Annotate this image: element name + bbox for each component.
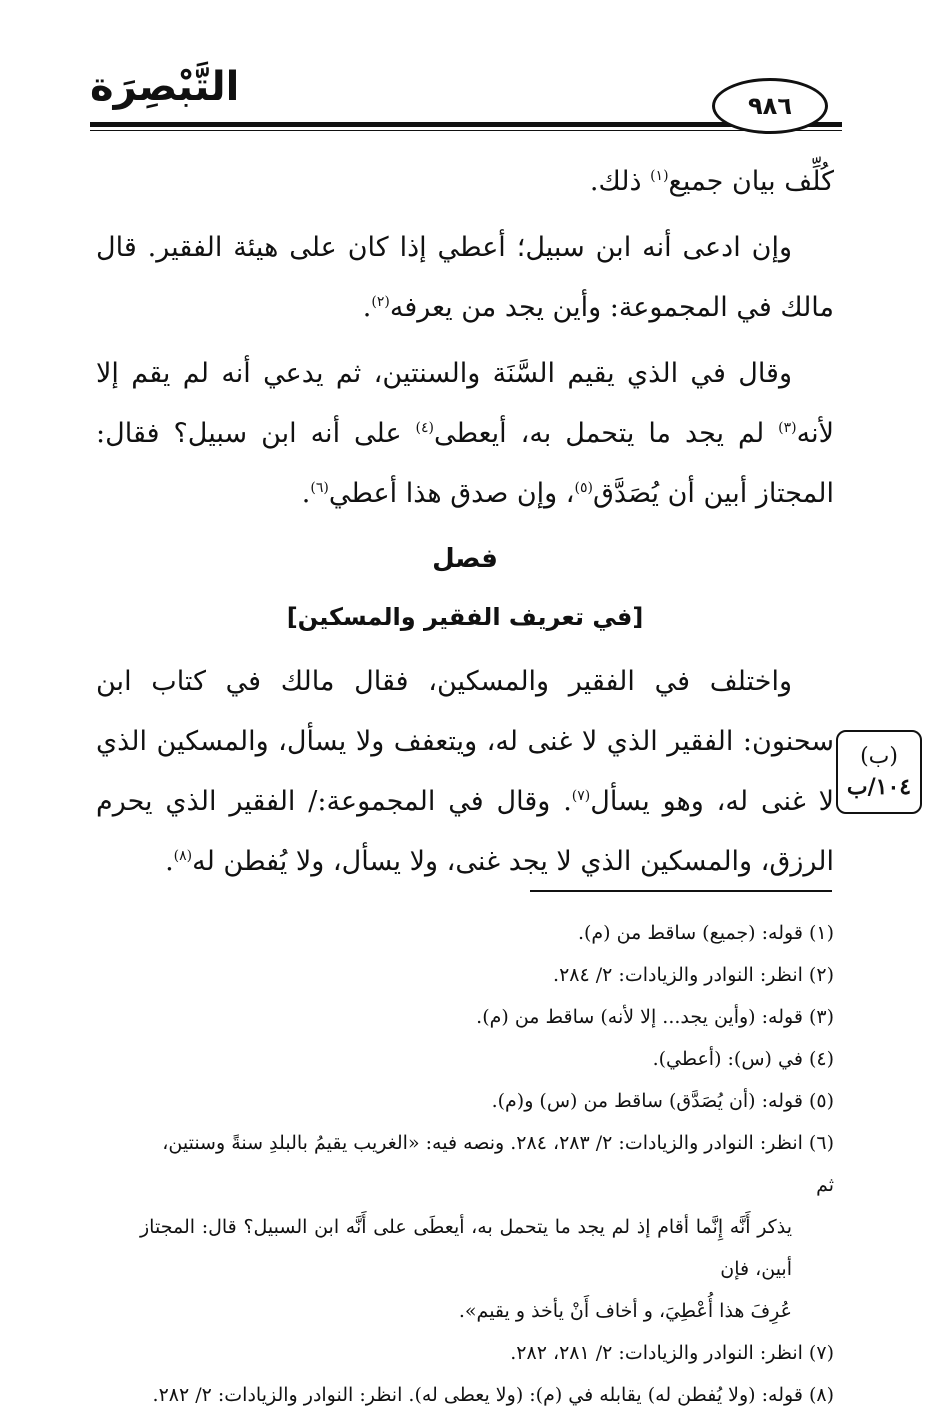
text: واختلف في الفقير والمسكين، فقال مالك في كتاب ابن سحنون: الفقير الذي لا غنى له، ويتعفف ولا يسأل، والمسكين الذي لا غنى له، وهو يسأل — [96, 666, 835, 817]
footnote: (١) قوله: (جميع) ساقط من (م). — [577, 922, 834, 944]
folio-number: ١٠٤/ب — [846, 774, 912, 800]
running-title: التَّبْصِرَة — [90, 64, 240, 110]
footnote: (٦) انظر: النوادر والزيادات: ٢/ ٢٨٣، ٢٨٤. ونصه فيه: «الغريب يقيمُ بالبلدِ سنةً وسنتين، ثم — [162, 1132, 834, 1196]
footnote-ref: (١) — [650, 168, 669, 184]
paragraph-3 — [96, 344, 834, 524]
manuscript-folio-marker — [836, 730, 922, 814]
footnote-ref: (٦) — [310, 480, 329, 496]
text: ، وإن صدق هذا أعطي — [328, 478, 575, 509]
section-heading: فصل — [432, 544, 498, 574]
text: وإن ادعى أنه ابن سبيل؛ أعطي إذا كان على هيئة الفقير. قال مالك في المجموعة: وأين يجد من يعرفه — [96, 232, 834, 323]
footnote: (٨) قوله: (ولا يُفطن له) يقابله في (م): (ولا يعطى له). انظر: النوادر والزيادات: ٢/ ٢٨٢. — [152, 1384, 834, 1406]
footnote-ref: (٨) — [173, 848, 193, 864]
text: . — [301, 478, 311, 509]
text: ذلك. — [589, 166, 651, 197]
text: . — [362, 292, 372, 323]
footnote-ref: (٤) — [415, 420, 434, 436]
paragraph-4 — [96, 652, 834, 892]
footnote: (٢) انظر: النوادر والزيادات: ٢/ ٢٨٤. — [553, 964, 834, 986]
footnote-ref: (٥) — [574, 480, 593, 496]
page-header — [80, 58, 842, 138]
footnote-continuation: يذكر أَنَّه إِنَّما أقام إذ لم يجد ما يتحمل به، أيعطَى على أَنَّه ابن السبيل؟ قال: المجتاز أبين، فإن — [140, 1216, 792, 1280]
text: على أنه ابن سبيل؟ فقال: المجتاز أبين أن يُصَدَّق — [96, 418, 834, 509]
text: وقال في الذي يقيم السَّنَة والسنتين، ثم يدعي أنه لم يقم إلا لأنه — [96, 358, 834, 449]
text: . وقال في المجموعة:/ الفقير الذي يحرم الرزق، والمسكين الذي لا يجد غنى، ولا يسأل، ولا يُفطن له — [96, 786, 834, 877]
footnote: (٤) في (س): (أعطي). — [652, 1048, 834, 1070]
folio-label: (ب) — [860, 744, 898, 769]
section-subheading: [في تعريف الفقير والمسكين] — [286, 603, 644, 631]
main-text — [96, 152, 834, 898]
paragraph-2 — [96, 218, 834, 338]
footnote-ref: (٧) — [571, 788, 591, 804]
paragraph-1 — [96, 152, 834, 212]
footnote-separator — [530, 890, 832, 892]
footnote-continuation: عُرِفَ هذا أُعْطِيَ، و أخاف أَنْ يأخذ و يقيم». — [458, 1300, 792, 1322]
text: لم يجد ما يتحمل به، أيعطى — [433, 418, 779, 449]
footnotes — [140, 912, 834, 1416]
header-rule-thin — [90, 130, 842, 131]
footnote: (٣) قوله: (وأين يجد... إلا لأنه) ساقط من (م). — [476, 1006, 834, 1028]
text: . — [165, 846, 174, 877]
page-number: ٩٨٦ — [712, 78, 828, 134]
text: كُلِّف بيان جميع — [668, 166, 834, 197]
footnote-ref: (٣) — [778, 420, 797, 436]
footnote: (٥) قوله: (أن يُصَدَّق) ساقط من (س) و(م). — [491, 1090, 834, 1112]
footnote: (٧) انظر: النوادر والزيادات: ٢/ ٢٨١، ٢٨٢. — [510, 1342, 834, 1364]
footnote-ref: (٢) — [371, 294, 390, 310]
